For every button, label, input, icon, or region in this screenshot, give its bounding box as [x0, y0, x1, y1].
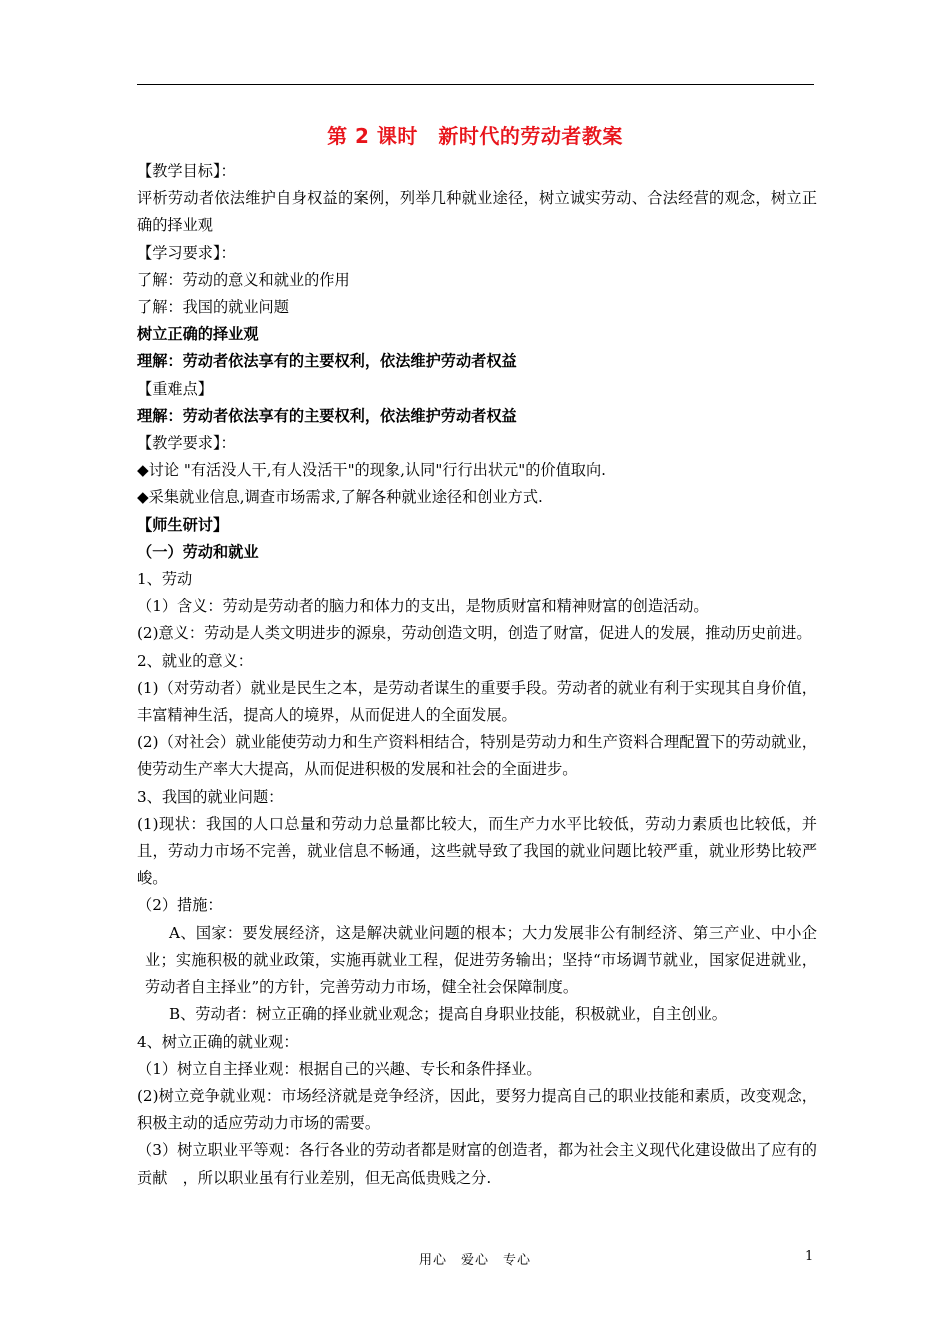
paragraph: (2)意义：劳动是人类文明进步的源泉，劳动创造文明，创造了财富，促进人的发展，推动历史前进。	[137, 624, 812, 643]
paragraph-indented: A、国家：要发展经济，这是解决就业问题的根本；大力发展非公有制经济、第三产业、中小企业；实施积极的就业政策，实施再就业工程，促进劳务输出；坚持“市场调节就业，国家促进就业，劳动者自主择业”的方针，完善劳动力市场，健全社会保障制度。	[145, 923, 817, 997]
page-footer: 用心 爱心 专心	[418, 1253, 531, 1268]
section-heading-teaching-requirements: 【教学要求】：	[137, 434, 236, 453]
requirement-item-bold: 理解：劳动者依法享有的主要权利，依法维护劳动者权益	[137, 352, 517, 371]
section-heading-discussion: 【师生研讨】	[137, 515, 229, 534]
paragraph-indented: B、劳动者：树立正确的择业就业观念；提高自身职业技能，积极就业，自主创业。	[169, 1005, 727, 1024]
paragraph-objectives: 评析劳动者依法维护自身权益的案例，列举几种就业途径，树立诚实劳动、合法经营的观念，树立正确的择业观	[137, 189, 817, 235]
bullet-item: ◆采集就业信息,调查市场需求,了解各种就业途径和创业方式.	[137, 488, 543, 507]
paragraph: (2)树立竞争就业观：市场经济就是竞争经济，因此，要努力提高自己的职业技能和素质，改变观念，积极主动的适应劳动力市场的需要。	[137, 1086, 817, 1133]
section-heading-key-points: 【重难点】	[137, 379, 213, 398]
bullet-item: ◆讨论 "有活没人干,有人没活干"的现象,认同"行行出状元"的价值取向.	[137, 461, 606, 480]
paragraph: （2）措施：	[137, 896, 223, 915]
page-number: 1	[805, 1249, 814, 1264]
paragraph: （1）树立自主择业观：根据自己的兴趣、专长和条件择业。	[137, 1059, 542, 1078]
requirement-item: 了解：我国的就业问题	[137, 298, 289, 317]
section-heading-objectives: 【教学目标】：	[137, 162, 236, 180]
subsection-heading-labor-employment: （一）劳动和就业	[137, 542, 259, 561]
document-title: 第 2 课时 新时代的劳动者教案	[327, 124, 623, 148]
document-body	[137, 158, 817, 1192]
numbered-heading: 1、劳动	[137, 570, 193, 589]
requirement-item: 了解：劳动的意义和就业的作用	[137, 270, 350, 289]
numbered-heading: 4、树立正确的就业观：	[137, 1032, 299, 1051]
paragraph: (2)（对社会）就业能使劳动力和生产资料相结合，特别是劳动力和生产资料合理配置下的劳动就业，使劳动生产率大大提高，从而促进积极的发展和社会的全面进步。	[137, 733, 817, 779]
section-heading-requirements: 【学习要求】：	[137, 243, 236, 262]
paragraph: (1)（对劳动者）就业是民生之本，是劳动者谋生的重要手段。劳动者的就业有利于实现其自身价值，丰富精神生活，提高人的境界，从而促进人的全面发展。	[137, 678, 817, 725]
requirement-item-bold: 树立正确的择业观	[137, 325, 259, 344]
paragraph: (1)现状：我国的人口总量和劳动力总量都比较大，而生产力水平比较低，劳动力素质也比较低，并且，劳动力市场不完善，就业信息不畅通，这些就导致了我国的就业问题比较严重，就业形势比较严峻。	[137, 814, 817, 888]
paragraph: （1）含义：劳动是劳动者的脑力和体力的支出，是物质财富和精神财富的创造活动。	[137, 597, 709, 616]
paragraph: （3）树立职业平等观：各行各业的劳动者都是财富的创造者，都为社会主义现代化建设做出了应有的贡献 ，所以职业虽有行业差别，但无高低贵贱之分.	[137, 1141, 817, 1187]
numbered-heading: 2、就业的意义：	[137, 651, 253, 670]
numbered-heading: 3、我国的就业问题：	[137, 787, 284, 806]
key-point-item: 理解：劳动者依法享有的主要权利，依法维护劳动者权益	[137, 406, 517, 425]
header-rule	[137, 84, 814, 85]
